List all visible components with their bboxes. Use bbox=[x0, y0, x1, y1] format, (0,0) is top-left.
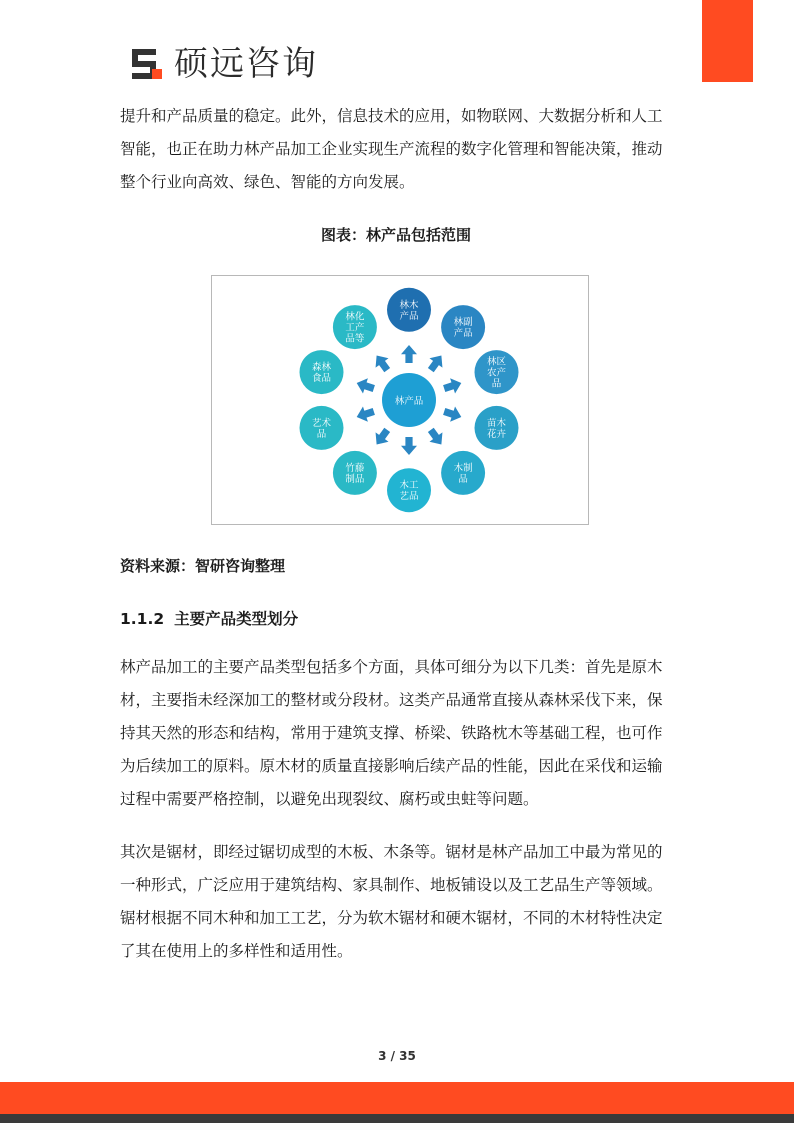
direction-arrow-icon bbox=[424, 351, 448, 375]
category-node-label: 竹藤制品 bbox=[345, 462, 365, 485]
figure-caption: 图表：林产品包括范围 bbox=[320, 226, 471, 244]
company-logo bbox=[128, 42, 318, 86]
product-scope-diagram bbox=[211, 275, 589, 525]
category-node-label: 林区农产品 bbox=[486, 356, 507, 390]
footer-strip bbox=[0, 1114, 794, 1123]
body-paragraph-1: 提升和产品质量的稳定。此外，信息技术的应用，如物联网、大数据分析和人工智能，也正在助力林产品加工企业实现生产流程的数字化管理和智能决策，推动整个行业向高效、绿色、智能的方向发展。 bbox=[120, 107, 663, 191]
section-number: 1.1.2 bbox=[120, 610, 165, 628]
center-node-label: 林产品 bbox=[394, 396, 424, 407]
category-node-label: 木制品 bbox=[453, 462, 473, 485]
footer-bar bbox=[0, 1082, 794, 1114]
direction-arrow-icon bbox=[424, 425, 448, 449]
diagram-canvas bbox=[212, 276, 588, 524]
category-node-label: 林化工产品等 bbox=[345, 311, 365, 345]
source-note: 资料来源：智研咨询整理 bbox=[120, 557, 286, 575]
direction-arrow-icon bbox=[442, 404, 464, 425]
category-node-label: 林木产品 bbox=[399, 299, 419, 322]
direction-arrow-icon bbox=[401, 345, 417, 363]
body-paragraph-2: 林产品加工的主要产品类型包括多个方面，具体可细分为以下几类：首先是原木材，主要指未经深加工的整材或分段材。这类产品通常直接从森林采伐下来，保持其天然的形态和结构，常用于建筑支撑、桥梁、铁路枕木等基础工程，也可作为后续加工的原料。原木材的质量直接影响后续产品的性能，因此在采伐和运输过程中需要严格控制，以避免出现裂纹、腐朽或虫蛀等问题。 bbox=[120, 658, 663, 808]
direction-arrow-icon bbox=[370, 425, 394, 449]
direction-arrow-icon bbox=[370, 351, 394, 375]
section-heading bbox=[120, 606, 298, 632]
section-title-text: 主要产品类型划分 bbox=[174, 610, 299, 628]
logo-mark-icon bbox=[128, 45, 166, 83]
corner-accent-tab bbox=[702, 0, 753, 82]
logo-text: 硕远咨询 bbox=[174, 44, 318, 84]
category-node-label: 林副产品 bbox=[453, 317, 473, 340]
category-node-label: 苗木花卉 bbox=[486, 417, 507, 440]
direction-arrow-icon bbox=[401, 437, 417, 455]
direction-arrow-icon bbox=[354, 404, 376, 425]
category-node-label: 艺术品 bbox=[311, 417, 332, 440]
category-node-label: 森林食品 bbox=[311, 362, 332, 385]
direction-arrow-icon bbox=[442, 375, 464, 396]
direction-arrow-icon bbox=[354, 375, 376, 396]
body-paragraph-3: 其次是锯材，即经过锯切成型的木板、木条等。锯材是林产品加工中最为常见的一种形式，广泛应用于建筑结构、家具制作、地板铺设以及工艺品生产等领域。锯材根据不同木种和加工工艺，分为软木锯材和硬木锯材，不同的木材特性决定了其在使用上的多样性和适用性。 bbox=[120, 843, 663, 960]
page-number: 3 / 35 bbox=[378, 1049, 416, 1063]
category-node-label: 木工艺品 bbox=[399, 480, 419, 503]
